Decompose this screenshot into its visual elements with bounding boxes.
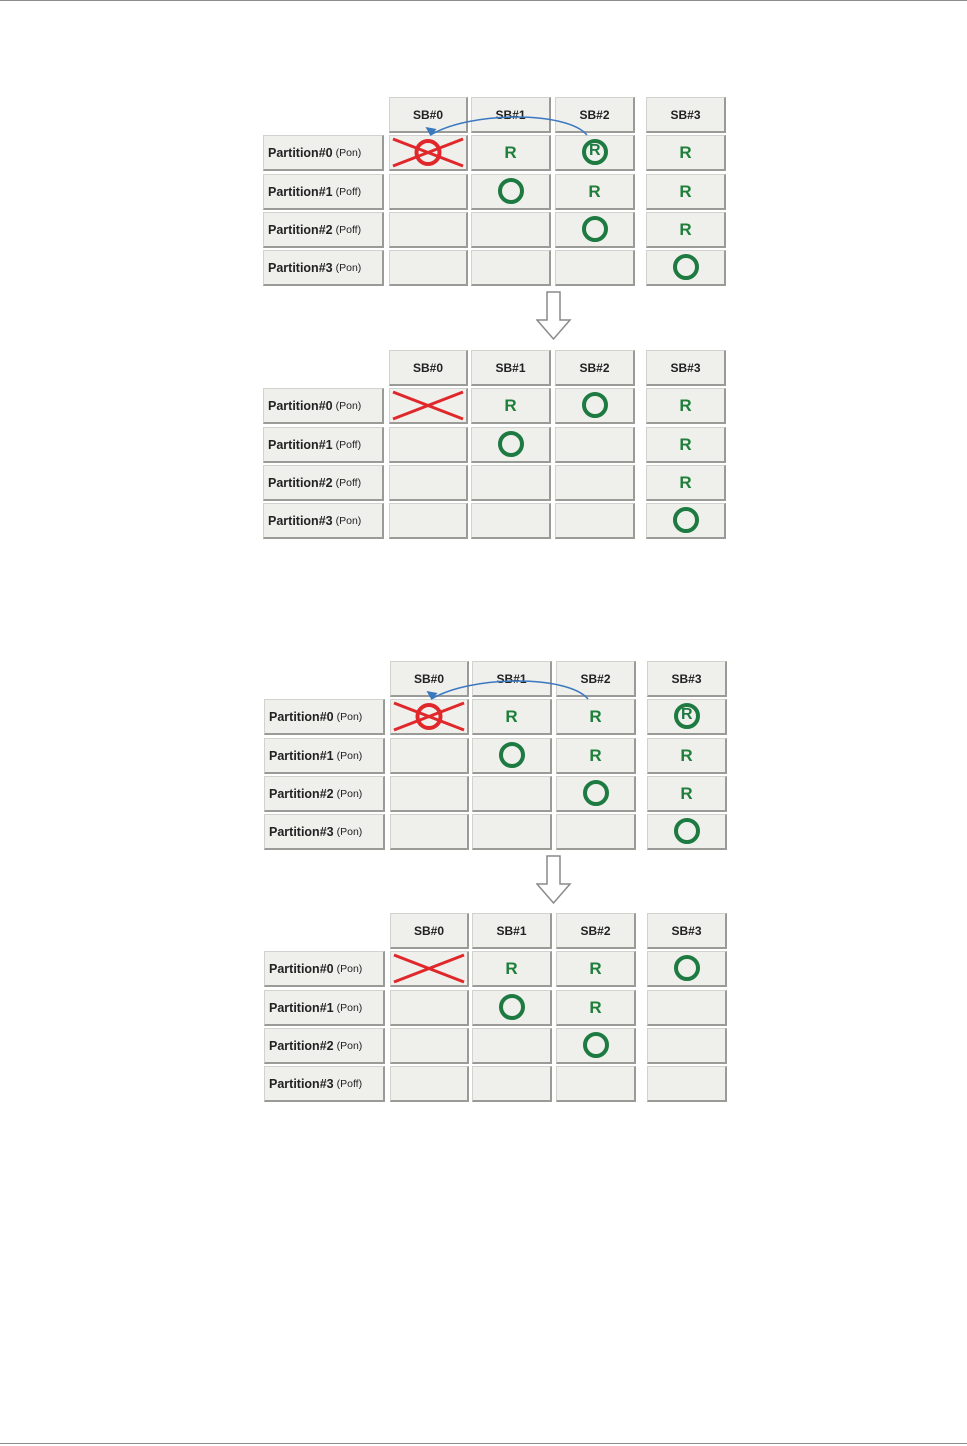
grid-cell <box>555 174 635 210</box>
grid-cell <box>389 174 468 210</box>
ring-icon <box>583 1032 609 1058</box>
partition-power-state: (Pon) <box>336 787 363 800</box>
partition-name: Partition#1 <box>269 1000 334 1015</box>
reserved-mark: R <box>679 181 692 201</box>
partition-power-state: (Pon) <box>336 749 363 762</box>
partition-power-state: (Poff) <box>335 185 362 198</box>
grid-cell <box>471 388 551 424</box>
reserved-mark: R <box>680 745 693 765</box>
grid-cell <box>646 250 726 286</box>
reserved-mark: R <box>504 395 517 415</box>
ring-icon <box>582 216 608 242</box>
row-header-partition0 <box>264 699 385 735</box>
reserved-mark: R <box>589 745 602 765</box>
cross-icon <box>390 136 466 169</box>
partition-name: Partition#1 <box>268 437 333 452</box>
partition-name: Partition#3 <box>269 1076 334 1091</box>
ring-icon <box>582 392 608 418</box>
column-header-sb3: SB#3 <box>646 97 726 133</box>
grid-cell <box>390 1066 469 1102</box>
grid-cell <box>390 738 469 774</box>
grid-cell <box>472 814 552 850</box>
partition-power-state: (Pon) <box>335 146 362 159</box>
grid-cell <box>646 388 726 424</box>
grid-cell <box>646 174 726 210</box>
column-header-sb1: SB#1 <box>472 661 552 697</box>
partition-power-state: (Pon) <box>335 514 362 527</box>
partition-table-0 <box>263 97 733 292</box>
grid-cell <box>471 212 551 248</box>
grid-cell <box>556 951 636 987</box>
partition-name: Partition#3 <box>269 824 334 839</box>
column-header-sb1: SB#1 <box>471 350 551 386</box>
grid-cell <box>646 212 726 248</box>
partition-power-state: (Pon) <box>336 1001 363 1014</box>
grid-cell <box>556 699 636 735</box>
row-header-partition0 <box>263 388 384 424</box>
grid-cell <box>471 503 551 539</box>
ring-icon <box>674 955 700 981</box>
grid-cell <box>389 250 468 286</box>
partition-name: Partition#2 <box>269 786 334 801</box>
grid-cell <box>555 465 635 501</box>
row-header-partition0 <box>263 135 384 171</box>
column-header-sb3: SB#3 <box>647 661 727 697</box>
reserved-mark: R <box>679 219 692 239</box>
partition-name: Partition#0 <box>269 709 334 724</box>
cross-icon <box>390 389 466 422</box>
grid-cell <box>556 990 636 1026</box>
column-header-sb0: SB#0 <box>390 661 469 697</box>
reserved-mark: R <box>679 395 692 415</box>
partition-name: Partition#1 <box>269 748 334 763</box>
reserved-mark: R <box>679 434 692 454</box>
partition-name: Partition#0 <box>268 145 333 160</box>
row-header-partition3 <box>263 503 384 539</box>
grid-cell <box>390 990 469 1026</box>
partition-power-state: (Pon) <box>336 710 363 723</box>
grid-cell <box>556 814 636 850</box>
reserved-mark: R <box>589 706 602 726</box>
row-header-partition3 <box>263 250 384 286</box>
grid-cell <box>555 388 635 424</box>
column-header-sb0: SB#0 <box>389 350 468 386</box>
partition-name: Partition#0 <box>268 398 333 413</box>
reserved-mark: R <box>588 181 601 201</box>
grid-cell <box>556 738 636 774</box>
grid-cell <box>647 699 727 735</box>
reserved-mark: R <box>505 958 518 978</box>
column-header-sb1: SB#1 <box>472 913 552 949</box>
grid-cell <box>472 738 552 774</box>
partition-name: Partition#2 <box>269 1038 334 1053</box>
column-header-sb3: SB#3 <box>647 913 727 949</box>
grid-cell <box>472 1066 552 1102</box>
grid-cell <box>647 1066 727 1102</box>
ring-icon <box>583 780 609 806</box>
grid-cell <box>471 174 551 210</box>
grid-cell <box>555 427 635 463</box>
column-header-sb2: SB#2 <box>556 913 636 949</box>
column-header-sb1: SB#1 <box>471 97 551 133</box>
row-header-partition1 <box>264 990 385 1026</box>
grid-cell <box>472 990 552 1026</box>
grid-cell <box>647 738 727 774</box>
grid-cell <box>472 951 552 987</box>
ring-icon <box>498 431 524 457</box>
row-header-partition2 <box>263 465 384 501</box>
column-header-sb0: SB#0 <box>389 97 468 133</box>
top-page-rule <box>0 0 967 1</box>
grid-cell <box>555 212 635 248</box>
grid-cell <box>471 427 551 463</box>
column-header-sb0: SB#0 <box>390 913 469 949</box>
grid-cell <box>646 135 726 171</box>
reserved-mark: R <box>589 997 602 1017</box>
grid-cell <box>471 135 551 171</box>
ring-icon <box>674 818 700 844</box>
grid-cell <box>556 776 636 812</box>
column-header-sb2: SB#2 <box>555 350 635 386</box>
partition-power-state: (Poff) <box>335 476 362 489</box>
row-header-partition3 <box>264 814 385 850</box>
grid-cell <box>389 388 468 424</box>
cross-icon <box>391 700 467 733</box>
row-header-partition2 <box>264 776 385 812</box>
row-header-partition3 <box>264 1066 385 1102</box>
partition-power-state: (Pon) <box>336 1039 363 1052</box>
column-header-sb2: SB#2 <box>556 661 636 697</box>
partition-power-state: (Poff) <box>335 438 362 451</box>
reserved-mark: R <box>680 783 693 803</box>
row-header-partition1 <box>263 427 384 463</box>
grid-cell <box>389 465 468 501</box>
grid-cell <box>390 1028 469 1064</box>
reserved-mark: R <box>679 472 692 492</box>
column-header-sb2: SB#2 <box>555 97 635 133</box>
grid-cell <box>390 814 469 850</box>
grid-cell <box>390 951 469 987</box>
partition-name: Partition#2 <box>268 475 333 490</box>
partition-name: Partition#3 <box>268 260 333 275</box>
grid-cell <box>555 250 635 286</box>
cross-icon <box>391 952 467 985</box>
partition-power-state: (Pon) <box>335 261 362 274</box>
grid-cell <box>646 465 726 501</box>
partition-power-state: (Pon) <box>336 962 363 975</box>
reserved-mark: R <box>679 142 692 162</box>
row-header-partition1 <box>264 738 385 774</box>
grid-cell <box>471 465 551 501</box>
grid-cell <box>556 1028 636 1064</box>
grid-cell <box>647 1028 727 1064</box>
row-header-partition0 <box>264 951 385 987</box>
row-header-partition2 <box>264 1028 385 1064</box>
partition-table-1 <box>263 350 733 545</box>
reserved-mark: R <box>505 706 518 726</box>
ring-icon <box>673 507 699 533</box>
grid-cell <box>555 135 635 171</box>
bottom-page-rule <box>0 1443 967 1444</box>
grid-cell <box>472 776 552 812</box>
grid-cell <box>647 990 727 1026</box>
grid-cell <box>647 951 727 987</box>
grid-cell <box>389 212 468 248</box>
grid-cell <box>471 250 551 286</box>
grid-cell <box>472 699 552 735</box>
row-header-partition2 <box>263 212 384 248</box>
ring-r-letter: R <box>681 706 693 723</box>
reserved-mark: R <box>589 958 602 978</box>
partition-table-3 <box>264 913 734 1108</box>
ring-icon <box>498 178 524 204</box>
grid-cell <box>647 776 727 812</box>
grid-cell <box>646 427 726 463</box>
transition-down-arrow-icon <box>536 290 572 342</box>
grid-cell <box>389 427 468 463</box>
grid-cell <box>389 135 468 171</box>
transition-down-arrow-icon <box>536 854 572 906</box>
grid-cell <box>646 503 726 539</box>
ring-icon <box>499 994 525 1020</box>
ring-icon <box>673 254 699 280</box>
partition-name: Partition#3 <box>268 513 333 528</box>
grid-cell <box>555 503 635 539</box>
grid-cell <box>389 503 468 539</box>
grid-cell <box>647 814 727 850</box>
partition-power-state: (Pon) <box>335 399 362 412</box>
grid-cell <box>390 699 469 735</box>
partition-power-state: (Poff) <box>336 1077 363 1090</box>
partition-power-state: (Poff) <box>335 223 362 236</box>
row-header-partition1 <box>263 174 384 210</box>
partition-name: Partition#2 <box>268 222 333 237</box>
grid-cell <box>472 1028 552 1064</box>
partition-name: Partition#1 <box>268 184 333 199</box>
partition-power-state: (Pon) <box>336 825 363 838</box>
grid-cell <box>556 1066 636 1102</box>
grid-cell <box>390 776 469 812</box>
partition-name: Partition#0 <box>269 961 334 976</box>
column-header-sb3: SB#3 <box>646 350 726 386</box>
reserved-mark: R <box>504 142 517 162</box>
ring-icon <box>499 742 525 768</box>
partition-table-2 <box>264 661 734 856</box>
ring-r-letter: R <box>589 142 601 159</box>
